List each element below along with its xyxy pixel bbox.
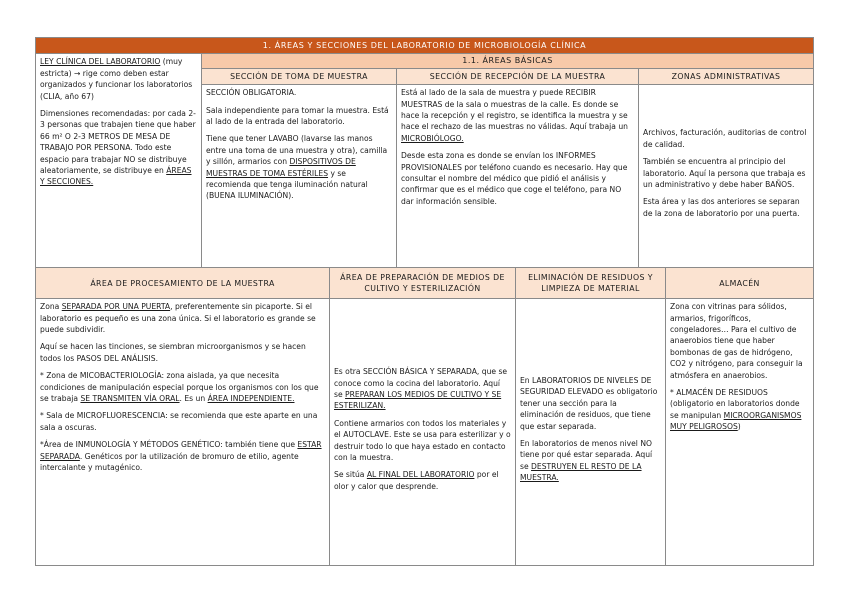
proc-p5-b: . Genéticos por la utilización de bromuro de etilio, agente intercalante y mutagénico. bbox=[40, 451, 299, 473]
dimensiones-text: Dimensiones recomendadas: por cada 2-3 personas que trabajen tiene que haber 66 m² O 2-3 METROS DE MESA DE TRABAJO POR PERSONA. Todo este espacio para trabajar NO se distribuye aleatoriamente, se distribuye en bbox=[40, 109, 196, 176]
medios-p2: Contiene armarios con todos los materiales y el AUTOCLAVE. Este se usa para esterilizar y o destruir todo lo que haya estado en contacto con la muestra. bbox=[334, 418, 511, 463]
recepcion-muestra-header: SECCIÓN DE RECEPCIÓN DE LA MUESTRA bbox=[397, 68, 639, 84]
proc-p1-b: , preferentemente sin picaporte. Si el laboratorio es pequeño es una zona única. Si el laboratorio es grande se puede subdividir. bbox=[40, 302, 316, 335]
estar-separada-link: ESTAR SEPARADA bbox=[40, 440, 322, 461]
left-intro-cell bbox=[36, 54, 202, 268]
medios-p3-b: por el olor y calor que desprende. bbox=[334, 470, 499, 491]
ley-clinica-heading: LEY CLÍNICA DEL LABORATORIO bbox=[40, 57, 161, 67]
procesamiento-header: ÁREA DE PROCESAMIENTO DE LA MUESTRA bbox=[36, 268, 330, 299]
via-oral-link: SE TRANSMITEN VÍA ORAL bbox=[80, 394, 180, 404]
zonas-admin-cell bbox=[639, 85, 814, 268]
document-sheet bbox=[35, 37, 813, 558]
almacen-p2-b: ) bbox=[737, 422, 741, 432]
residuos-cell bbox=[516, 299, 666, 566]
area-independiente-link: ÁREA INDEPENDIENTE. bbox=[207, 394, 295, 404]
preparan-medios-link: PREPARAN LOS MEDIOS DE CULTIVO Y SE ESTERILIZAN. bbox=[334, 390, 502, 411]
toma-muestra-cell bbox=[202, 85, 397, 268]
dispositivos-link: DISPOSITIVOS DE MUESTRAS DE TOMA ESTÉRILES bbox=[206, 157, 356, 178]
proc-p4: * Sala de MICROFLUORESCENCIA: se recomienda que este aparte en una sala a oscuras. bbox=[40, 411, 318, 432]
page-title: 1. ÁREAS Y SECCIONES DEL LABORATORIO DE MICROBIOLOGÍA CLÍNICA bbox=[36, 38, 814, 54]
almacen-cell bbox=[666, 299, 814, 566]
toma-p2: Sala independiente para tomar la muestra. Está al lado de la entrada del laboratorio. bbox=[206, 105, 389, 127]
recepcion-p1-a: Está al lado de la sala de muestra y puede RECIBIR MUESTRAS de la sala o muestras de la calle. Es donde se hace la recepción y el registro, se identifica la muestra y se hace el rechazo de las muestras no válidas. Aquí trabaja un bbox=[401, 88, 628, 132]
microorganismos-peligrosos-link: MICROORGANISMOS MUY PELIGROSOS bbox=[670, 410, 802, 432]
almacen-p2-a: * ALMACÉN DE RESIDUOS (obligatorio en laboratorios donde se manipulan bbox=[670, 388, 800, 420]
proc-p3-a: * Zona de MICOBACTERIOLOGÍA: zona aislada, ya que necesita condiciones de manipulación especial porque los organismos con los que se trabaja bbox=[40, 371, 319, 404]
proc-p2: Aquí se hacen las tinciones, se siembran microorganismos y se hacen todos los PASOS DEL ANÁLISIS. bbox=[40, 342, 306, 363]
residuos-p1: En LABORATORIOS DE NIVELES DE SEGURIDAD ELEVADO es obligatorio tener una sección para la eliminación de residuos, que tiene que estar separada. bbox=[520, 375, 658, 431]
toma-p3-a: Tiene que tener LAVABO (lavarse las manos entre una toma de una muestra y otra), camilla y sillón, armarios con bbox=[206, 134, 388, 167]
admin-p1: Archivos, facturación, auditorias de control de calidad. bbox=[643, 128, 807, 149]
zonas-admin-header: ZONAS ADMINISTRATIVAS bbox=[639, 68, 814, 84]
destruyen-resto-link: DESTRUYEN EL RESTO DE LA MUESTRA. bbox=[520, 461, 642, 483]
residuos-header: ELIMINACIÓN DE RESIDUOS Y LIMPIEZA DE MATERIAL bbox=[516, 268, 666, 299]
toma-p3-b: y se recomienda que tenga iluminación natural (BUENA ILUMINACIÓN). bbox=[206, 168, 368, 201]
procesamiento-cell bbox=[36, 299, 330, 566]
recepcion-muestra-cell bbox=[397, 85, 639, 268]
proc-p3-b: . Es un bbox=[179, 394, 208, 404]
medios-header: ÁREA DE PREPARACIÓN DE MEDIOS DE CULTIVO Y ESTERILIZACIÓN bbox=[330, 268, 516, 299]
admin-p3: Esta área y las dos anteriores se separan de la zona de laboratorio por una puerta. bbox=[643, 197, 800, 218]
final-laboratorio-link: AL FINAL DEL LABORATORIO bbox=[366, 470, 475, 480]
admin-p2: También se encuentra al principio del laboratorio. Aquí la persona que trabaja es un administrativo y debe haber BAÑOS. bbox=[643, 157, 806, 189]
proc-p1-a: Zona bbox=[40, 302, 62, 312]
recepcion-p2: Desde esta zona es donde se envían los INFORMES PROVISIONALES por teléfono cuando es necesario. Hay que consultar el nombre del médico que pidió el análisis y confirmar que es el médico que coge el teléfono, para NO dar información sensible. bbox=[401, 151, 628, 206]
separada-puerta-link: SEPARADA POR UNA PUERTA bbox=[61, 302, 171, 312]
residuos-p2-a: En laboratorios de menos nivel NO tiene por qué estar separada. Aquí se bbox=[520, 438, 653, 471]
almacen-header: ALMACÉN bbox=[666, 268, 814, 299]
almacen-p1: Zona con vitrinas para sólidos, armarios, frigoríficos, congeladores… Para el cultivo de anaerobios tiene que haber bombonas de gas de hidrógeno, CO2 y nitrógeno, para conseguir la atmósfera en anaerobios. bbox=[670, 302, 803, 380]
microbiologo-link: MICROBIÓLOGO. bbox=[401, 133, 464, 143]
medios-cell bbox=[330, 299, 516, 566]
areas-table-top bbox=[35, 37, 814, 268]
ley-clinica-text: (muy estricta) → rige como deben estar organizados y funcionar los laboratorios (CLIA, año 67) bbox=[40, 57, 193, 101]
toma-muestra-header: SECCIÓN DE TOMA DE MUESTRA bbox=[202, 68, 397, 84]
toma-p1: SECCIÓN OBLIGATORIA. bbox=[206, 88, 297, 98]
areas-secciones-link: ÁREAS Y SECCIONES. bbox=[40, 166, 192, 187]
proc-p5-a: *Área de INMUNOLOGÍA Y MÉTODOS GENÉTICO: también tiene que bbox=[40, 440, 298, 450]
medios-p3-a: Se sitúa bbox=[334, 470, 367, 480]
medios-p1-a: Es otra SECCIÓN BÁSICA Y SEPARADA, que se conoce como la cocina del laboratorio. Aquí se bbox=[334, 367, 508, 399]
areas-basicas-subtitle: 1.1. ÁREAS BÁSICAS bbox=[202, 54, 814, 68]
areas-table-bottom bbox=[35, 267, 814, 566]
